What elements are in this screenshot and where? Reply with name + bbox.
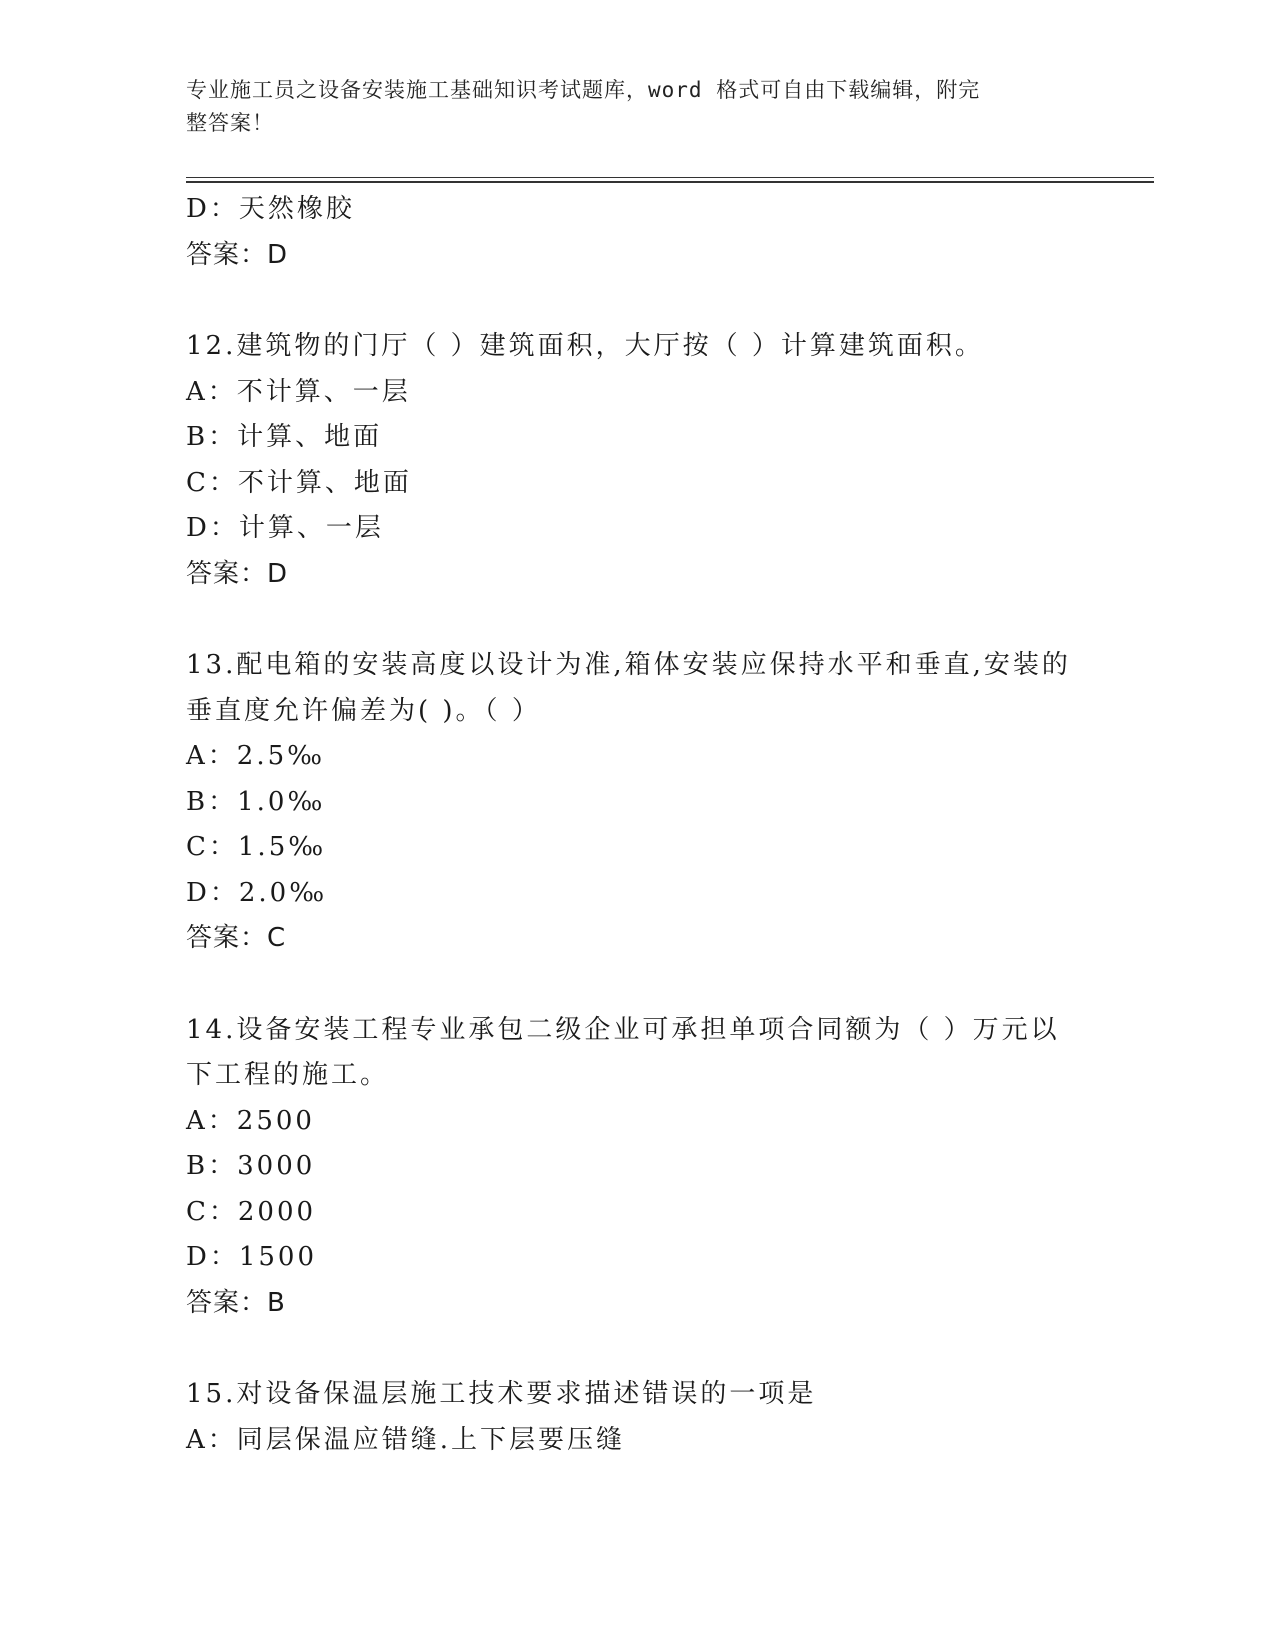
header-line-1: 专业施工员之设备安装施工基础知识考试题库，word 格式可自由下载编辑，附完 xyxy=(186,78,981,102)
option-a: A：不计算、一层 xyxy=(186,376,411,407)
question-text-cont: 下工程的施工。 xyxy=(186,1060,390,1090)
option-c: C：1.5‰ xyxy=(186,832,327,862)
question-14 xyxy=(186,1008,1086,1327)
option-d: D：1500 xyxy=(186,1242,318,1272)
option-b: B：1.0‰ xyxy=(186,786,326,817)
header-divider-thick xyxy=(186,181,1154,183)
answer-line: 答案：C xyxy=(186,923,287,953)
answer-line: 答案：D xyxy=(186,239,289,270)
spacer xyxy=(186,597,1086,643)
question-13 xyxy=(186,643,1086,962)
question-list xyxy=(186,187,1086,1463)
spacer xyxy=(186,962,1086,1008)
question-text-cont: 垂直度允许偏差为( )。（ ） xyxy=(186,695,541,726)
option-a: A：2500 xyxy=(186,1105,315,1136)
option-b: B：计算、地面 xyxy=(186,422,383,452)
option-c: C：不计算、地面 xyxy=(186,467,412,498)
header-line-2: 整答案！ xyxy=(186,111,274,135)
question-text: 12.建筑物的门厅（ ）建筑面积，大厅按（ ）计算建筑面积。 xyxy=(186,331,984,361)
document-header xyxy=(186,74,1066,140)
option-a: A：2.5‰ xyxy=(186,741,326,771)
option-d: D：计算、一层 xyxy=(186,513,384,543)
prev-question-tail xyxy=(186,187,1086,278)
option-d: D：2.0‰ xyxy=(186,877,328,908)
option-d: D：天然橡胶 xyxy=(186,194,355,224)
spacer xyxy=(186,1326,1086,1372)
answer-line: 答案：B xyxy=(186,1287,286,1318)
header-divider-thin xyxy=(186,177,1154,178)
option-b: B：3000 xyxy=(186,1151,316,1181)
question-text: 13.配电箱的安装高度以设计为准,箱体安装应保持水平和垂直,安装的 xyxy=(186,650,1071,680)
question-text: 14.设备安装工程专业承包二级企业可承担单项合同额为（ ）万元以 xyxy=(186,1014,1060,1045)
question-12 xyxy=(186,324,1086,597)
question-15 xyxy=(186,1372,1086,1463)
answer-line: 答案：D xyxy=(186,558,289,589)
option-c: C：2000 xyxy=(186,1196,317,1227)
spacer xyxy=(186,278,1086,324)
question-text: 15.对设备保温层施工技术要求描述错误的一项是 xyxy=(186,1379,817,1409)
option-a: A：同层保温应错缝.上下层要压缝 xyxy=(186,1424,626,1455)
